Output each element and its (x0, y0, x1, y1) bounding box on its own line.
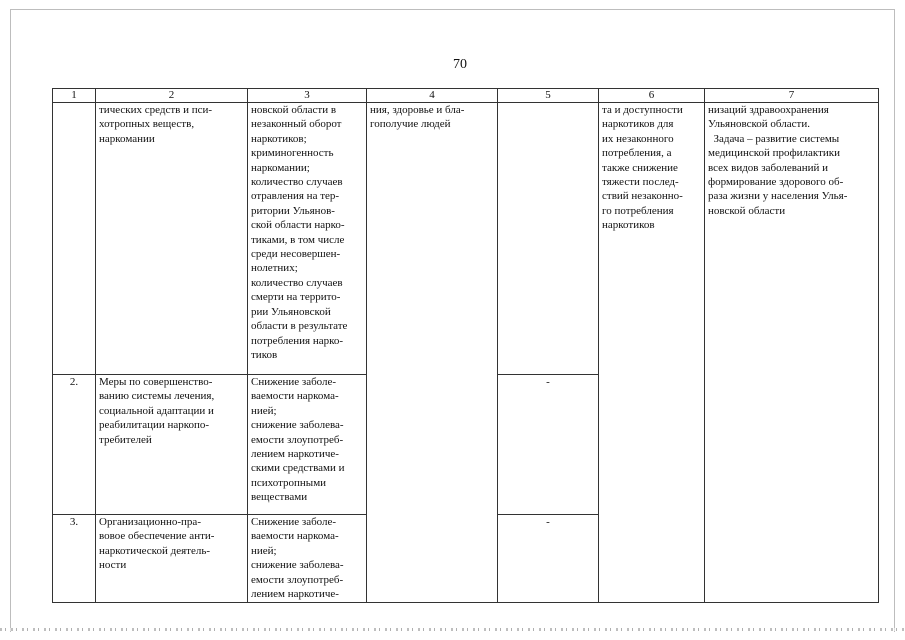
indicators-cell: Снижение заболе- ваемости наркома- нией; снижение заболева- емости злоупотреб- лением наркотиче- (248, 515, 367, 603)
column-header: 5 (498, 89, 599, 103)
measure-cell: тических средств и пси- хотропных веществ, наркомании (96, 103, 248, 375)
table-row (53, 103, 879, 375)
column-header: 7 (705, 89, 879, 103)
col5-cell: - (498, 515, 599, 603)
indicators-cell: Снижение заболе- ваемости наркома- нией; снижение заболева- емости злоупотреб- лением наркотиче- скими средствами и психотропными веществами (248, 375, 367, 515)
measure-cell: Организационно-пра- вовое обеспечение анти- наркотической деятель- ности (96, 515, 248, 603)
page-number: 70 (453, 57, 467, 72)
column-header: 2 (96, 89, 248, 103)
indicators-cell: новской области в незаконный оборот наркотиков; криминогенность наркомании; количество случаев отравления на тер- ритории Ульянов- ской области нарко- тиками, в том числе среди несовершен- нолетних; количество случаев смерти на террито- рии Ульяновской области в результате потребления нарко- тиков (248, 103, 367, 375)
column-header: 3 (248, 89, 367, 103)
column-header: 1 (53, 89, 96, 103)
scan-edge-artifact (0, 628, 905, 631)
row-number-cell (53, 103, 96, 375)
col5-cell: - (498, 375, 599, 515)
row-number-cell: 3. (53, 515, 96, 603)
column-number-row (53, 89, 879, 103)
measure-cell: Меры по совершенство- ванию системы лечения, социальной адаптации и реабилитации наркопо- требителей (96, 375, 248, 515)
col5-cell (498, 103, 599, 375)
col6-cell: та и доступности наркотиков для их незаконного потребления, а также снижение тяжести послед- ствий незаконно- го потребления наркотиков (599, 103, 705, 603)
goal-cell: ния, здоровье и бла- гополучие людей (367, 103, 498, 603)
program-table (52, 88, 879, 603)
column-header: 6 (599, 89, 705, 103)
col7-cell: низаций здравоохранения Ульяновской области. Задача – развитие системы медицинской профилактики всех видов заболеваний и формирование здорового об- раза жизни у населения Улья- новской области (705, 103, 879, 603)
row-number-cell: 2. (53, 375, 96, 515)
column-header: 4 (367, 89, 498, 103)
